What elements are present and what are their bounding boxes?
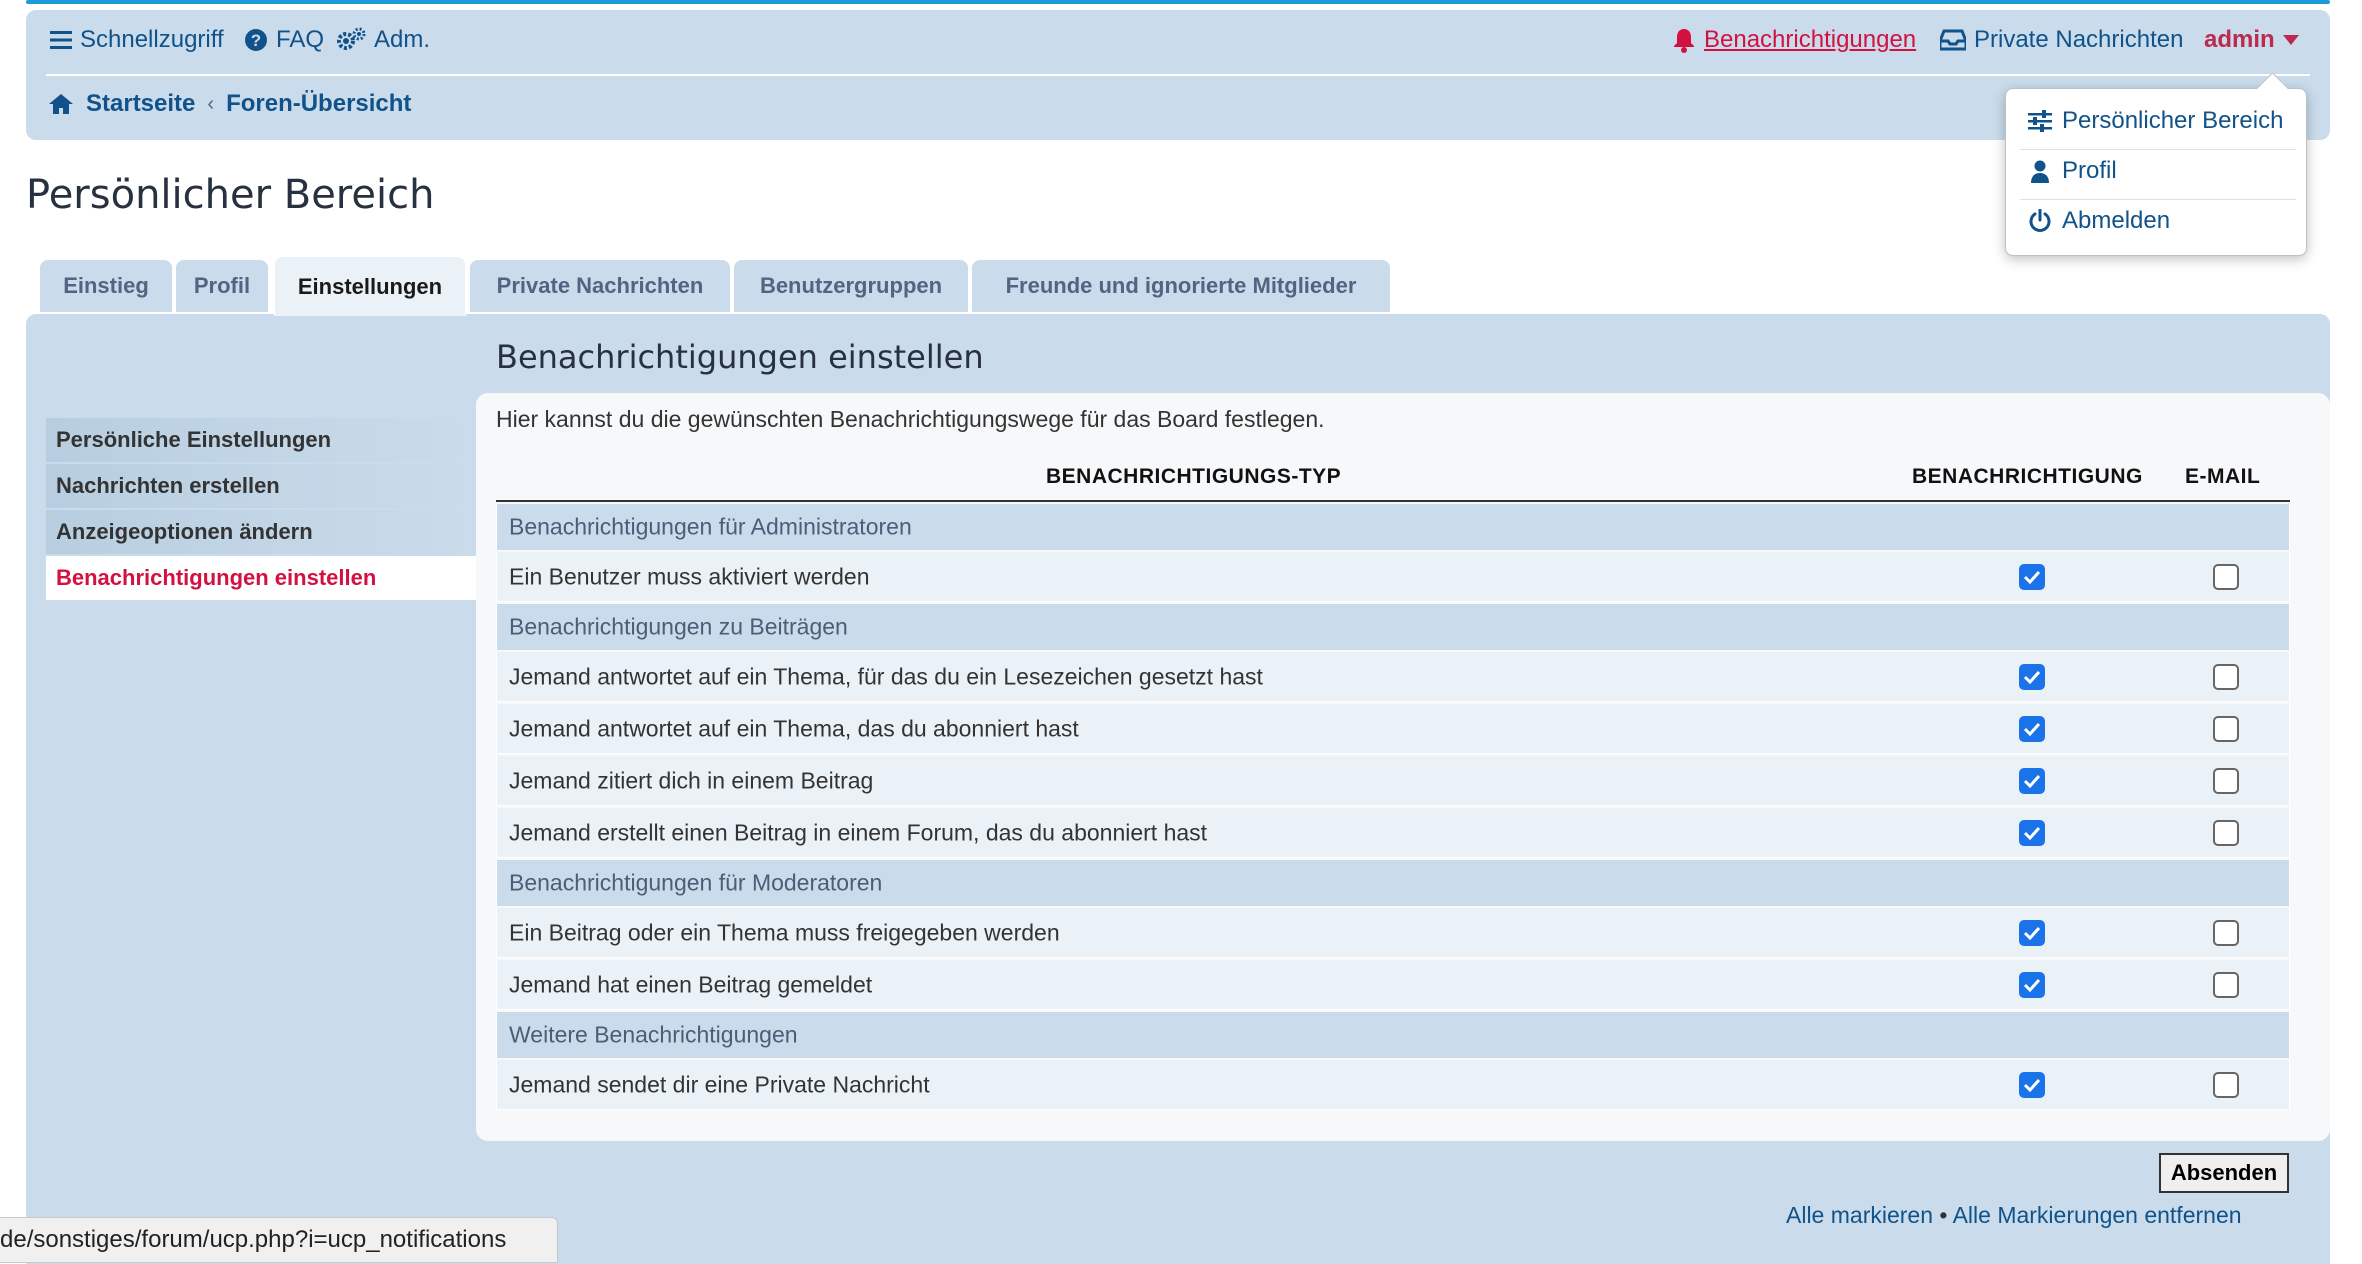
faq-link[interactable] [244,26,324,54]
username-label: admin [2204,26,2275,53]
table-row [496,552,2290,602]
home-icon [48,93,74,115]
bell-icon [1672,27,1696,53]
acp-label: Adm. [374,26,431,53]
breadcrumb-forums[interactable]: Foren-Übersicht [226,90,412,117]
notifications-label: Benachrichtigungen [1704,26,1917,53]
hamburger-icon [50,30,72,50]
email-checkbox[interactable] [2213,716,2239,742]
faq-label: FAQ [276,26,325,53]
quicklinks-label: Schnellzugriff [80,26,224,53]
row-label: Jemand sendet dir eine Private Nachricht [509,1071,930,1097]
sliders-icon [2028,110,2052,132]
breadcrumb-home[interactable]: Startseite [86,90,196,117]
checkmark-icon [2023,774,2041,788]
cogs-icon [336,27,366,53]
email-checkbox[interactable] [2213,564,2239,590]
row-label: Jemand zitiert dich in einem Beitrag [509,767,874,793]
nav-divider [46,74,2310,76]
top-accent-line [26,0,2330,4]
email-checkbox[interactable] [2213,1072,2239,1098]
column-header-notification: BENACHRICHTIGUNG [1912,465,2143,488]
acp-link[interactable] [336,26,430,54]
notification-checkbox[interactable] [2019,564,2045,590]
tab-freunde[interactable]: Freunde und ignorierte Mitglieder [972,260,1390,312]
row-label: Jemand antwortet auf ein Thema, für das du ein Lesezeichen gesetzt hast [509,663,1263,689]
notifications-link[interactable] [1672,26,1916,54]
tab-einstellungen[interactable]: Einstellungen [274,256,466,316]
dropdown-divider [2020,149,2296,150]
sidemenu-item-posting[interactable]: Nachrichten erstellen [46,464,476,508]
group-row-admin [496,504,2290,550]
dropdown-ucp-label: Persönlicher Bereich [2062,107,2284,134]
email-checkbox[interactable] [2213,768,2239,794]
table-row [496,756,2290,806]
table-header-rule [496,500,2290,502]
notification-checkbox[interactable] [2019,920,2045,946]
dropdown-item-logout[interactable] [2028,207,2170,235]
notification-checkbox[interactable] [2019,716,2045,742]
page-title: Persönlicher Bereich [26,172,435,218]
group-label: Benachrichtigungen zu Beiträgen [509,613,848,640]
private-messages-label: Private Nachrichten [1974,26,2184,53]
sidemenu-item-display-options[interactable]: Anzeigeoptionen ändern [46,510,476,554]
tab-profil[interactable]: Profil [176,260,268,312]
group-row-other [496,1012,2290,1058]
quicklinks-menu[interactable] [50,26,224,54]
table-row [496,908,2290,958]
panel-bottom-edge [558,1258,2330,1264]
private-messages-link[interactable] [1940,26,2183,54]
row-label: Jemand antwortet auf ein Thema, das du abonniert hast [509,715,1079,741]
unmark-all-link[interactable]: Alle Markierungen entfernen [1952,1202,2242,1228]
power-icon [2028,209,2052,233]
question-circle-icon [244,28,268,52]
checkmark-icon [2023,722,2041,736]
dropdown-profile-label: Profil [2062,157,2117,184]
tab-einstieg[interactable]: Einstieg [40,260,172,312]
tab-benutzergruppen[interactable]: Benutzergruppen [734,260,968,312]
group-row-posts [496,604,2290,650]
email-checkbox[interactable] [2213,920,2239,946]
nav-top [26,10,2330,74]
row-label: Ein Beitrag oder ein Thema muss freigegeben werden [509,919,1060,945]
checkmark-icon [2023,826,2041,840]
row-label: Jemand erstellt einen Beitrag in einem Forum, das du abonniert hast [509,819,1208,845]
dropdown-item-profile[interactable] [2028,157,2117,185]
browser-status-bar: de/sonstiges/forum/ucp.php?i=ucp_notifications [0,1217,558,1263]
form-explain: Hier kannst du die gewünschten Benachrichtigungswege für das Board festlegen. [496,406,1325,432]
table-row [496,704,2290,754]
dropdown-divider [2020,199,2296,200]
tab-private-nachrichten[interactable]: Private Nachrichten [470,260,730,312]
sidemenu-item-notifications[interactable]: Benachrichtigungen einstellen [46,556,476,600]
column-header-email: E-MAIL [2185,465,2261,488]
email-checkbox[interactable] [2213,972,2239,998]
column-header-type: BENACHRICHTIGUNGS-TYP [1046,465,1342,488]
sidemenu-item-personal-settings[interactable]: Persönliche Einstellungen [46,418,476,462]
submit-button[interactable]: Absenden [2159,1153,2289,1193]
row-label: Ein Benutzer muss aktiviert werden [509,563,870,589]
dropdown-item-ucp[interactable] [2028,107,2283,135]
email-checkbox[interactable] [2213,664,2239,690]
table-row [496,1060,2290,1110]
dropdown-logout-label: Abmelden [2062,207,2171,234]
group-label: Benachrichtigungen für Administratoren [509,513,912,540]
group-label: Benachrichtigungen für Moderatoren [509,869,883,896]
user-icon [2028,159,2052,183]
notification-checkbox[interactable] [2019,820,2045,846]
settings-sidemenu [46,418,476,602]
breadcrumb [48,90,411,118]
form-title: Benachrichtigungen einstellen [496,338,984,376]
chevron-left-icon: ‹ [207,92,215,115]
notification-checkbox[interactable] [2019,972,2045,998]
email-checkbox[interactable] [2213,820,2239,846]
notification-checkbox[interactable] [2019,768,2045,794]
mark-links-separator: • [1939,1202,1948,1228]
inbox-icon [1940,29,1966,51]
checkmark-icon [2023,1078,2041,1092]
notification-checkbox[interactable] [2019,1072,2045,1098]
checkmark-icon [2023,926,2041,940]
mark-all-link[interactable]: Alle markieren [1786,1202,1933,1228]
header-bar [26,10,2330,140]
svg-text:?: ? [250,31,262,50]
checkmark-icon [2023,670,2041,684]
checkmark-icon [2023,570,2041,584]
group-label: Weitere Benachrichtigungen [509,1021,798,1048]
checkmark-icon [2023,978,2041,992]
caret-down-icon [2283,35,2299,45]
table-row [496,960,2290,1010]
user-dropdown-menu [2005,88,2307,256]
group-row-moderators [496,860,2290,906]
user-menu-toggle[interactable] [2204,26,2299,54]
table-row [496,808,2290,858]
row-label: Jemand hat einen Beitrag gemeldet [509,971,873,997]
notification-checkbox[interactable] [2019,664,2045,690]
table-row [496,652,2290,702]
mark-links [1786,1202,2242,1229]
